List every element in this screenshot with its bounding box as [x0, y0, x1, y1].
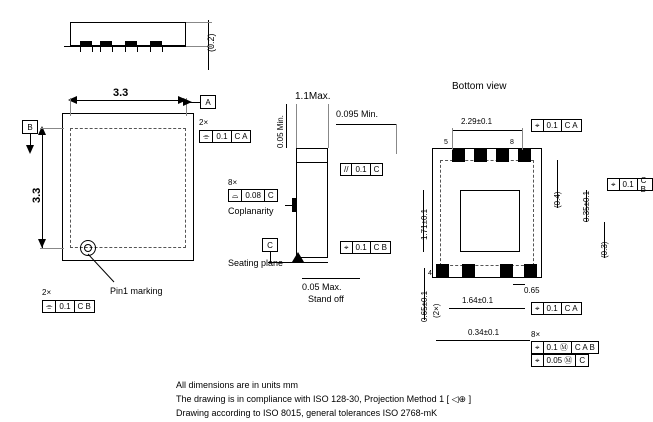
coplanarity-count: 8×	[228, 178, 238, 187]
extension-line	[80, 46, 81, 52]
tol-datums: C B	[77, 302, 91, 311]
dim-065-2x: 0.65±0.1	[420, 290, 429, 322]
pad	[500, 264, 513, 278]
tol-symbol: ⌯	[200, 131, 213, 142]
extension-line	[100, 46, 101, 52]
position-value: 0.1	[353, 242, 371, 253]
datum-b-arrow	[25, 144, 36, 156]
pad-tol-frame-row1	[531, 341, 599, 354]
dim-03: (0.3)	[600, 241, 609, 258]
tol-frame-164	[531, 302, 582, 315]
tol-bottom-count: 2×	[42, 288, 52, 297]
tol-value: 0.1	[213, 131, 231, 142]
note-line-2: The drawing is in compliance with ISO 128-30, Projection Method 1 [ ◁⊕ ]	[176, 394, 472, 404]
seating-plane-label: Seating plane	[228, 258, 284, 268]
stand-off-value: 0.05 Max.	[302, 282, 342, 292]
pin1-leader-line	[86, 252, 136, 286]
tol-symbol: ⌖	[532, 355, 544, 366]
dimension-line-164	[449, 308, 525, 309]
tol-frame-top	[199, 130, 251, 143]
pin-label-8: 8	[510, 139, 514, 146]
dimension-line-03	[604, 222, 605, 258]
extension-line	[452, 128, 453, 150]
pin-label-1: 1	[524, 270, 528, 277]
top-view-inner-dashed	[70, 128, 186, 248]
dim-065-2x-note: (2×)	[432, 303, 441, 318]
position-datums: C B	[373, 243, 387, 252]
dim-005-min: 0.05 Min.	[276, 115, 285, 148]
tol-frame-bottomview-right	[607, 175, 653, 194]
dim-04: (0.4)	[553, 191, 562, 208]
extension-line	[137, 46, 138, 52]
tol-symbol: ⌖	[608, 179, 620, 190]
pin1-marking-circle-inner	[84, 244, 92, 252]
position-frame-side	[340, 241, 391, 254]
dim-height-max: 1.1Max.	[295, 91, 331, 102]
tol-datums: C A	[564, 304, 578, 313]
pad	[474, 148, 487, 162]
pad	[452, 148, 465, 162]
pin1-marking-label: Pin1 marking	[110, 286, 163, 296]
lead-foot	[100, 41, 112, 46]
position-symbol: ⌖	[341, 242, 353, 253]
dim-035: 0.35±0.1	[582, 190, 591, 222]
lead-foot	[150, 41, 162, 46]
dimension-line-229	[452, 130, 522, 131]
dim-164: 1.64±0.1	[462, 296, 494, 305]
tol-datums: C A	[564, 121, 578, 130]
parallelism-frame	[340, 163, 383, 176]
extension-line	[112, 46, 113, 52]
extension-line	[522, 128, 523, 150]
tol-symbol: ⌖	[532, 342, 544, 353]
tol-frame-bottom	[42, 300, 95, 313]
extension-line	[162, 46, 163, 52]
stand-off-label: Stand off	[308, 294, 344, 304]
extension-line	[396, 124, 397, 154]
bottom-view-title: Bottom view	[452, 81, 507, 92]
dim-height-33: 3.3	[31, 187, 43, 203]
parallelism-datum: C	[373, 165, 380, 174]
tol-top-count: 2×	[199, 118, 209, 127]
pad	[436, 264, 449, 278]
coplanarity-leader	[285, 205, 295, 206]
tol-value: 0.1	[544, 303, 562, 314]
dim-034: 0.34±0.1	[468, 328, 500, 337]
tol-symbol: ⌯	[43, 301, 56, 312]
datum-a-arrow	[182, 97, 194, 108]
dimension-line-width	[70, 100, 186, 101]
dimension-line-034	[436, 340, 530, 341]
pad	[462, 264, 475, 278]
dimension-line-005	[286, 104, 287, 148]
tol-value: 0.1 Ⓜ	[544, 342, 572, 353]
note-line-1: All dimensions are in units mm	[176, 380, 299, 390]
notes-block	[176, 378, 471, 420]
side-profile-baseline	[64, 46, 192, 47]
exposed-pad	[460, 190, 520, 252]
extension-line	[40, 128, 64, 129]
lead-foot	[80, 41, 92, 46]
extension-line	[125, 46, 126, 52]
dim-229: 2.29±0.1	[461, 117, 493, 126]
coplanarity-datum: C	[267, 191, 274, 200]
dim-065: 0.65	[524, 286, 540, 295]
dimension-line-04	[557, 160, 558, 208]
pad-tol-count: 8×	[531, 330, 541, 339]
extension-line	[150, 46, 151, 52]
lead-foot	[125, 41, 137, 46]
extension-line	[40, 248, 64, 249]
tol-symbol: ⌖	[532, 303, 544, 314]
extension-line	[186, 22, 212, 23]
dimension-line-035	[586, 190, 587, 222]
tol-value: 0.1	[620, 179, 638, 190]
note-line-3: Drawing according to ISO 8015, general tolerances ISO 2768-mK	[176, 408, 438, 418]
coplanarity-frame	[228, 189, 278, 202]
tol-frame-bottomview-top	[531, 119, 582, 132]
extension-line	[296, 104, 297, 148]
dimension-line-065	[513, 284, 525, 285]
stand-off-leader	[302, 278, 360, 279]
tol-value: 0.1	[56, 301, 74, 312]
tol-datums: C	[579, 356, 586, 365]
tol-datums: C B	[640, 175, 647, 194]
tol-symbol: ⌖	[532, 120, 544, 131]
pad	[518, 148, 531, 162]
pin-label-5: 5	[444, 139, 448, 146]
tol-datums: C A B	[574, 343, 595, 352]
coplanarity-value: 0.08	[242, 190, 265, 201]
side-view-top-sep	[296, 162, 328, 163]
datum-a-box: A	[200, 95, 216, 109]
coplanarity-label: Coplanarity	[228, 206, 274, 216]
dim-thickness-02: (0.2)	[206, 33, 216, 52]
parallelism-value: 0.1	[352, 164, 370, 175]
pad	[496, 148, 509, 162]
extension-line	[70, 98, 71, 116]
extension-line	[92, 46, 93, 52]
tol-value: 0.05 Ⓜ	[544, 355, 577, 366]
tol-datums: C A	[234, 132, 248, 141]
dim-0095-min: 0.095 Min.	[336, 109, 379, 119]
tol-value: 0.1	[544, 120, 562, 131]
pin-label-4: 4	[428, 270, 432, 277]
dim-0095-line	[336, 124, 396, 125]
pad-tol-frame-row2	[531, 354, 589, 367]
parallelism-symbol: //	[341, 164, 352, 175]
datum-c-box: C	[262, 238, 278, 252]
side-view-body	[296, 148, 328, 258]
datum-b-box: B	[22, 120, 38, 134]
dim-width-33: 3.3	[113, 87, 129, 99]
dim-171: 1.71±0.1	[420, 208, 429, 240]
coplanarity-symbol: ⌓	[229, 190, 242, 201]
extension-line	[328, 104, 329, 148]
